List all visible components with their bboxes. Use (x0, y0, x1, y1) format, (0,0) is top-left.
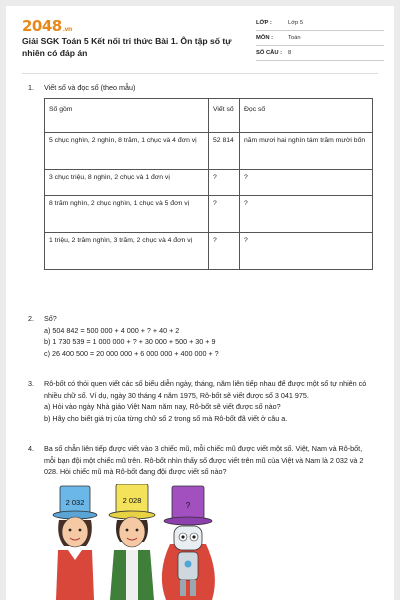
table-row: 8 trăm nghìn, 2 chục nghìn, 1 chục và 5 đơn vị ? ? (45, 196, 373, 233)
boy-middle-figure (109, 484, 155, 600)
document-title: Giải SGK Toán 5 Kết nối tri thức Bài 1. Ôn tập số tự nhiên có đáp án (22, 36, 232, 58)
site-logo[interactable]: 2048.vn (22, 17, 72, 35)
robot-figure (162, 486, 215, 600)
hat-label-right: ? (185, 501, 191, 510)
hat-label-left: 2 032 (65, 498, 85, 507)
boy-left-figure (53, 486, 97, 600)
q3-line-b: b) Hãy cho biết giá trị của từng chữ số 2 trong số mà Rô-bốt đã viết ở câu a. (44, 413, 288, 423)
hats-illustration (44, 484, 234, 600)
hat-label-middle: 2 028 (122, 496, 142, 505)
table-row: 1 triệu, 2 trăm nghìn, 3 trăm, 2 chục và 4 đơn vị ? ? (45, 233, 373, 270)
worksheet-page: 2048.vn Giải SGK Toán 5 Kết nối tri thức Bài 1. Ôn tập số tự nhiên có đáp án LỚP : Lớp 5 MÔN : Toán SỐ CÂU : 8 1. Viết số và đọc số (theo mẫu) Số gồm Viết số Đọc số 5 chục nghìn, 2 nghìn, 8 trăm, 1 chục và 4 đơn vị 52 814 năm mươi hai nghìn tám trăm mười bốn 3 chục triệu, 8 nghìn, 2 chục và 1 đơn vị ? ? 8 trăm nghìn, 2 chục nghìn, 1 chục và 5 đơn vị ? ? 1 triệu, 2 trăm nghìn, 3 trăm, 2 chục và 4 đơn vị ? ? 2. Số? a) 504 842 = 500 000 + 4 000 + ? + 40 + 2 b) 1 730 539 = 1 000 000 + ? + 30 000 + 500 + 30 + 9 c) 26 400 500 = 20 000 000 + 6 000 000 + 400 000 + ? 3. Rô-bốt có thói quen viết các số biểu diễn ngày, tháng, năm liên tiếp nhau để được một số tự nhiên có nhiều chữ số. Ví dụ, ngày 30 tháng 4 năm 1975, Rô-bốt sẽ viết được số 3 041 975. a) Hỏi vào ngày Nhà giáo Việt Nam năm nay, Rô-bốt sẽ viết được số nào? b) Hãy cho biết giá trị của từng chữ số 2 trong số mà Rô-bốt đã viết ở câu a. 4. Ba số chẵn liên tiếp được viết vào 3 chiếc mũ, mỗi chiếc mũ được viết một số. Việt, Nam và Rô-bốt, mỗi bạn đội một chiếc mũ trên. Rô-bốt nhìn thấy số được viết trên mũ của Việt và Nam là 2 032 và 2 028. Hỏi chiếc mũ mà Rô-bốt đang đội được viết số nào? 2 032 2 028 ? (6, 6, 394, 600)
table-row: 3 chục triệu, 8 nghìn, 2 chục và 1 đơn vị ? ? (45, 170, 373, 196)
meta-row-count: SỐ CÂU : 8 (256, 46, 384, 61)
meta-row-subject: MÔN : Toán (256, 31, 384, 46)
header-divider (22, 73, 378, 74)
q2-line-a: a) 504 842 = 500 000 + 4 000 + ? + 40 + 2 (44, 325, 180, 335)
meta-box (256, 16, 384, 61)
q3-line-a: a) Hỏi vào ngày Nhà giáo Việt Nam năm nay, Rô-bốt sẽ viết được số nào? (44, 402, 281, 411)
table-header-row: Số gồm Viết số Đọc số (45, 99, 373, 133)
q1-table (44, 98, 373, 270)
table-row: 5 chục nghìn, 2 nghìn, 8 trăm, 1 chục và 4 đơn vị 52 814 năm mươi hai nghìn tám trăm mười bốn (45, 133, 373, 170)
meta-row-grade: LỚP : Lớp 5 (256, 16, 384, 31)
q2-line-b: b) 1 730 539 = 1 000 000 + ? + 30 000 + 500 + 30 + 9 (44, 337, 216, 346)
q2-line-c: c) 26 400 500 = 20 000 000 + 6 000 000 + 400 000 + ? (44, 348, 219, 358)
